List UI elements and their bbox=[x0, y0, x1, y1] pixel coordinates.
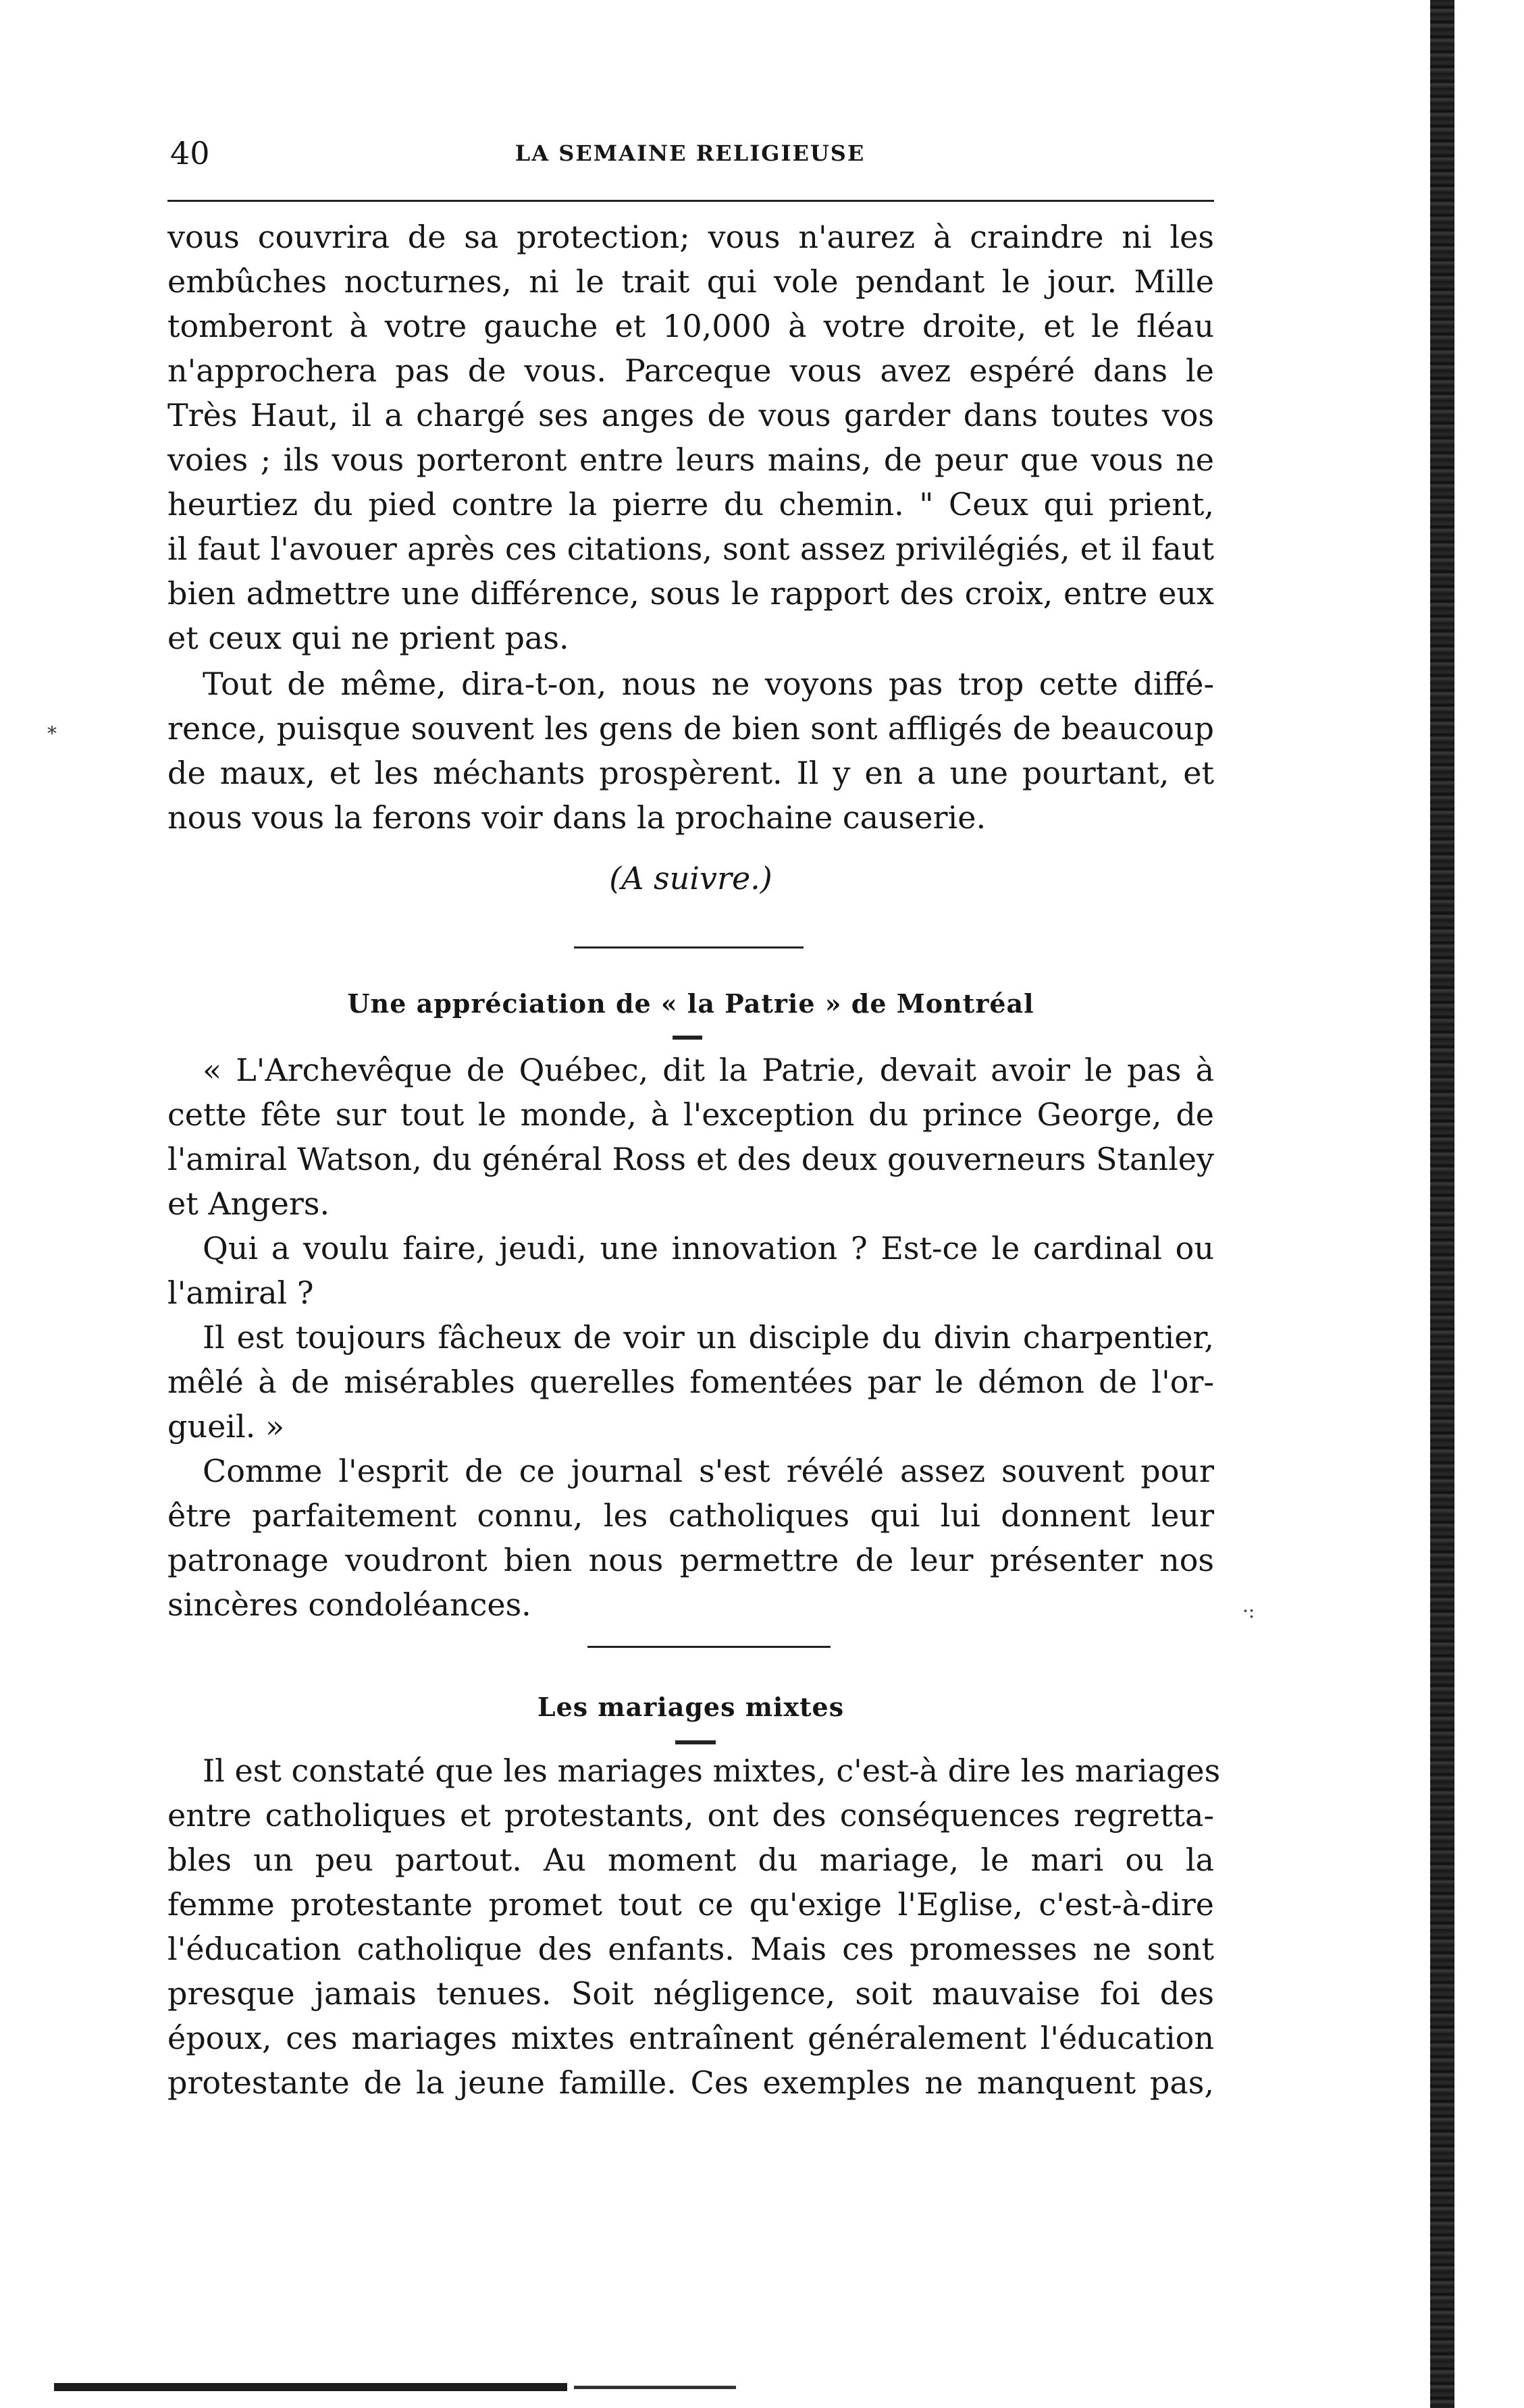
text-line: être parfaitement connu, les catholiques qui lui donnent leur bbox=[167, 1497, 1214, 1534]
text-line: et Angers. bbox=[167, 1185, 330, 1222]
text-line: l'éducation catholique des enfants. Mais ces promesses ne sont bbox=[167, 1931, 1214, 1967]
scan-bottom-edge-fragment bbox=[574, 2386, 736, 2389]
header-rule bbox=[167, 200, 1214, 202]
section2-paragraph1 bbox=[167, 1048, 1214, 1226]
text-line: Il est toujours fâcheux de voir un disciple du divin charpentier, bbox=[203, 1319, 1214, 1356]
page-binding-edge bbox=[1430, 0, 1454, 2408]
text-line: Qui a voulu faire, jeudi, une innovation ? Est-ce le cardinal ou bbox=[203, 1230, 1214, 1266]
running-title: LA SEMAINE RELIGIEUSE bbox=[515, 140, 866, 166]
section2-paragraph2 bbox=[167, 1226, 1214, 1315]
section3-paragraph1 bbox=[167, 1748, 1221, 2105]
text-line: il faut l'avouer après ces citations, sont assez privilégiés, et il faut bbox=[167, 531, 1214, 567]
page-header bbox=[170, 135, 1210, 176]
section-divider bbox=[574, 946, 804, 948]
text-line: sincères condoléances. bbox=[167, 1586, 531, 1623]
page-number: 40 bbox=[170, 135, 210, 171]
text-line: rence, puisque souvent les gens de bien sont affligés de beaucoup bbox=[167, 710, 1214, 747]
section1-paragraph1 bbox=[167, 215, 1214, 660]
to-be-continued bbox=[167, 856, 1214, 901]
text-line: mêlé à de misérables querelles fomentées par le démon de l'or- bbox=[167, 1364, 1214, 1400]
section2-heading: Une appréciation de « la Patrie » de Montréal bbox=[347, 988, 1034, 1019]
text-line: n'approchera pas de vous. Parceque vous avez espéré dans le bbox=[167, 352, 1214, 389]
text-line: bien admettre une différence, sous le rapport des croix, entre eux bbox=[167, 575, 1214, 612]
text-line: cette fête sur tout le monde, à l'exception du prince George, de bbox=[167, 1096, 1214, 1133]
scan-bottom-edge bbox=[54, 2383, 567, 2391]
text-line: et ceux qui ne prient pas. bbox=[167, 620, 569, 656]
margin-dots: ·: bbox=[1242, 1600, 1255, 1622]
text-line: Tout de même, dira-t-on, nous ne voyons pas trop cette diffé- bbox=[203, 666, 1214, 702]
text-line: gueil. » bbox=[167, 1408, 285, 1445]
text-line: tomberont à votre gauche et 10,000 à votre droite, et le fléau bbox=[167, 308, 1214, 344]
section3-heading: Les mariages mixtes bbox=[537, 1692, 845, 1722]
heading-dash bbox=[673, 1036, 702, 1040]
text-line: Il est constaté que les mariages mixtes, c'est-à dire les mariages bbox=[203, 1753, 1221, 1789]
margin-asterisk: * bbox=[47, 722, 57, 745]
text-line: l'amiral Watson, du général Ross et des deux gouverneurs Stanley bbox=[167, 1141, 1214, 1177]
text-line: « L'Archevêque de Québec, dit la Patrie, devait avoir le pas à bbox=[203, 1052, 1214, 1088]
text-line: Comme l'esprit de ce journal s'est révélé assez souvent pour bbox=[203, 1453, 1214, 1489]
text-line: heurtiez du pied contre la pierre du chemin. " Ceux qui prient, bbox=[167, 486, 1214, 523]
section2-paragraph4 bbox=[167, 1449, 1214, 1627]
text-line: Très Haut, il a chargé ses anges de vous garder dans toutes vos bbox=[167, 397, 1214, 433]
section-divider bbox=[587, 1646, 831, 1648]
text-line: protestante de la jeune famille. Ces exemples ne manquent pas, bbox=[167, 2064, 1214, 2101]
text-line: nous vous la ferons voir dans la prochaine causerie. bbox=[167, 799, 987, 836]
text-line: voies ; ils vous porteront entre leurs mains, de peur que vous ne bbox=[167, 442, 1214, 478]
text-line: patronage voudront bien nous permettre de leur présenter nos bbox=[167, 1542, 1214, 1578]
text-line: entre catholiques et protestants, ont des conséquences regretta- bbox=[167, 1797, 1214, 1834]
section1-paragraph2 bbox=[167, 662, 1214, 840]
text-line: de maux, et les méchants prospèrent. Il y en a une pourtant, et bbox=[167, 755, 1214, 791]
text-line: l'amiral ? bbox=[167, 1275, 314, 1311]
text-line: bles un peu partout. Au moment du mariage, le mari ou la bbox=[167, 1842, 1214, 1878]
text-line: époux, ces mariages mixtes entraînent généralement l'éducation bbox=[167, 2020, 1214, 2056]
heading-dash bbox=[675, 1740, 716, 1744]
text-line: embûches nocturnes, ni le trait qui vole pendant le jour. Mille bbox=[167, 263, 1214, 300]
text-line: presque jamais tenues. Soit négligence, soit mauvaise foi des bbox=[167, 1975, 1214, 2012]
to-be-continued-label: (A suivre.) bbox=[609, 860, 772, 897]
text-line: vous couvrira de sa protection; vous n'aurez à craindre ni les bbox=[167, 219, 1214, 255]
section2-paragraph3 bbox=[167, 1315, 1214, 1449]
text-line: femme protestante promet tout ce qu'exige l'Eglise, c'est-à-dire bbox=[167, 1886, 1214, 1923]
